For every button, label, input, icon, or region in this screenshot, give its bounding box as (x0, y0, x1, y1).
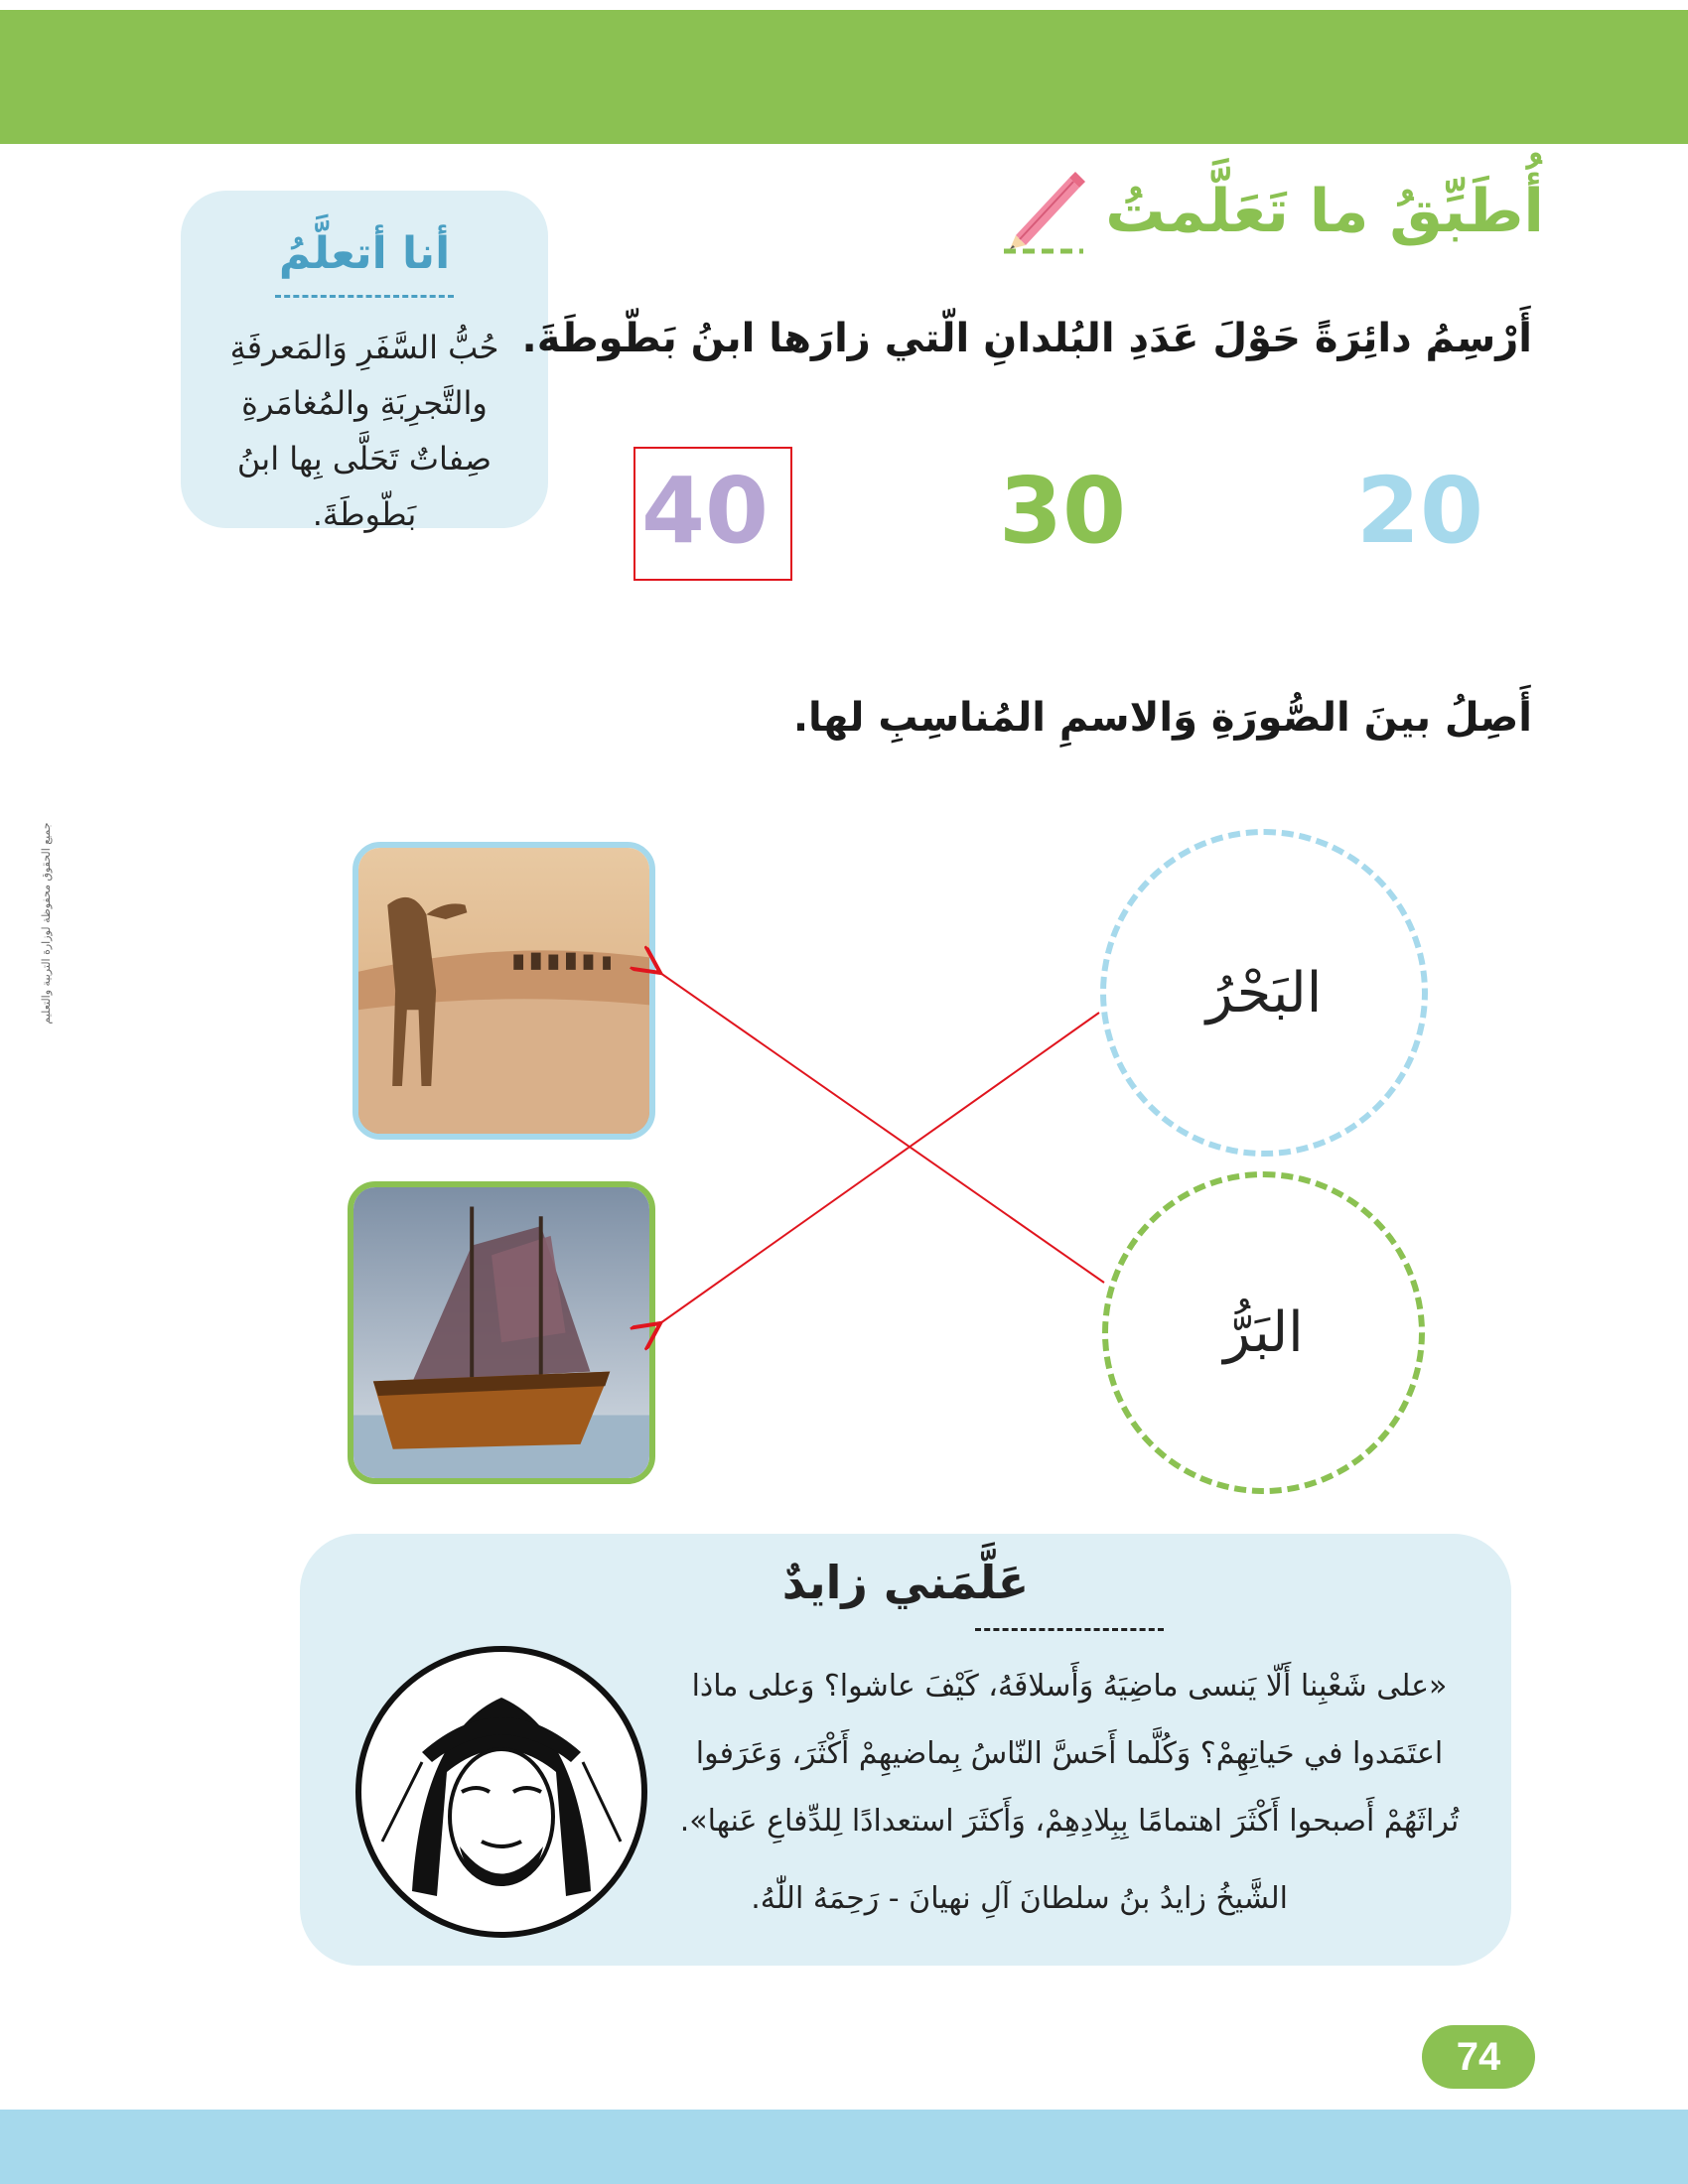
pencil-icon (998, 164, 1087, 258)
i-learn-box (181, 191, 548, 533)
exercise2-instruction: أَصِلُ بينَ الصُّورَةِ وَالاسمِ المُناسِبِ لها. (792, 695, 1532, 741)
section-title: أُطَبِّقُ ما تَعَلَّمتُ (1105, 176, 1544, 246)
land-to-camel-line (660, 973, 1104, 1283)
option-30[interactable]: 30 (998, 458, 1127, 564)
title-underline (275, 295, 454, 298)
page-number: 74 (1422, 2025, 1535, 2089)
copyright-side-note: جميع الحقوق محفوظة لوزارة التربية والتعليم (40, 822, 53, 1024)
i-learn-title: أنا أتعلَّمُ (278, 228, 451, 279)
camel-caravan-image[interactable] (352, 842, 655, 1140)
sheikh-zayed-portrait (352, 1643, 650, 1941)
bottom-footer-band (0, 2110, 1688, 2184)
section-header (998, 164, 1544, 258)
land-label: البَرُّ (1223, 1300, 1304, 1365)
sea-to-ship-line (660, 1013, 1099, 1323)
sailing-ship-image[interactable] (348, 1181, 655, 1484)
land-label-circle[interactable] (1102, 1171, 1425, 1494)
zayed-quote: «على شَعْبِنا أَلّا يَنسى ماضِيَهُ وَأَسلافَهُ، كَيْفَ عاشوا؟ وَعلى ماذا اعتَمَدوا في حَياتِهِمْ؟ وَكُلَّما أَحَسَّ النّاسُ بِماضيهِمْ أَكْثَرَ، وَعَرَفوا تُراثَهُمْ أَصبحوا أَكْثَرَ اهتمامًا بِبِلادِهِمْ، وَأَكثَرَ استعدادًا لِلدِّفاعِ عَنها». (679, 1669, 1460, 1839)
option-40[interactable]: 40 (640, 458, 770, 564)
selected-answer-box (633, 447, 792, 581)
sea-label-circle[interactable] (1100, 829, 1428, 1157)
i-learn-text: حُبُّ السَّفَرِ وَالمَعرفَةِ والتَّجرِبَةِ والمُغامَرةِ صِفاتٌ تَحَلَّى بِها ابنُ بَطّوطَةَ. (229, 329, 499, 533)
top-header-band (0, 10, 1688, 144)
zayed-attribution: الشَّيخُ زايدُ بنُ سلطانَ آلِ نهيانَ - رَحِمَهُ اللّٰهُ. (751, 1881, 1288, 1916)
sea-label: البَحْرُ (1205, 960, 1323, 1025)
exercise1-instruction: أَرْسِمُ دائِرَةً حَوْلَ عَدَدِ البُلدانِ الّتي زارَها ابنُ بَطّوطَةَ. (521, 316, 1532, 361)
zayed-title: عَلَّمَني زايدٌ (781, 1556, 1030, 1609)
title-underline (975, 1628, 1164, 1631)
option-20[interactable]: 20 (1355, 458, 1484, 564)
